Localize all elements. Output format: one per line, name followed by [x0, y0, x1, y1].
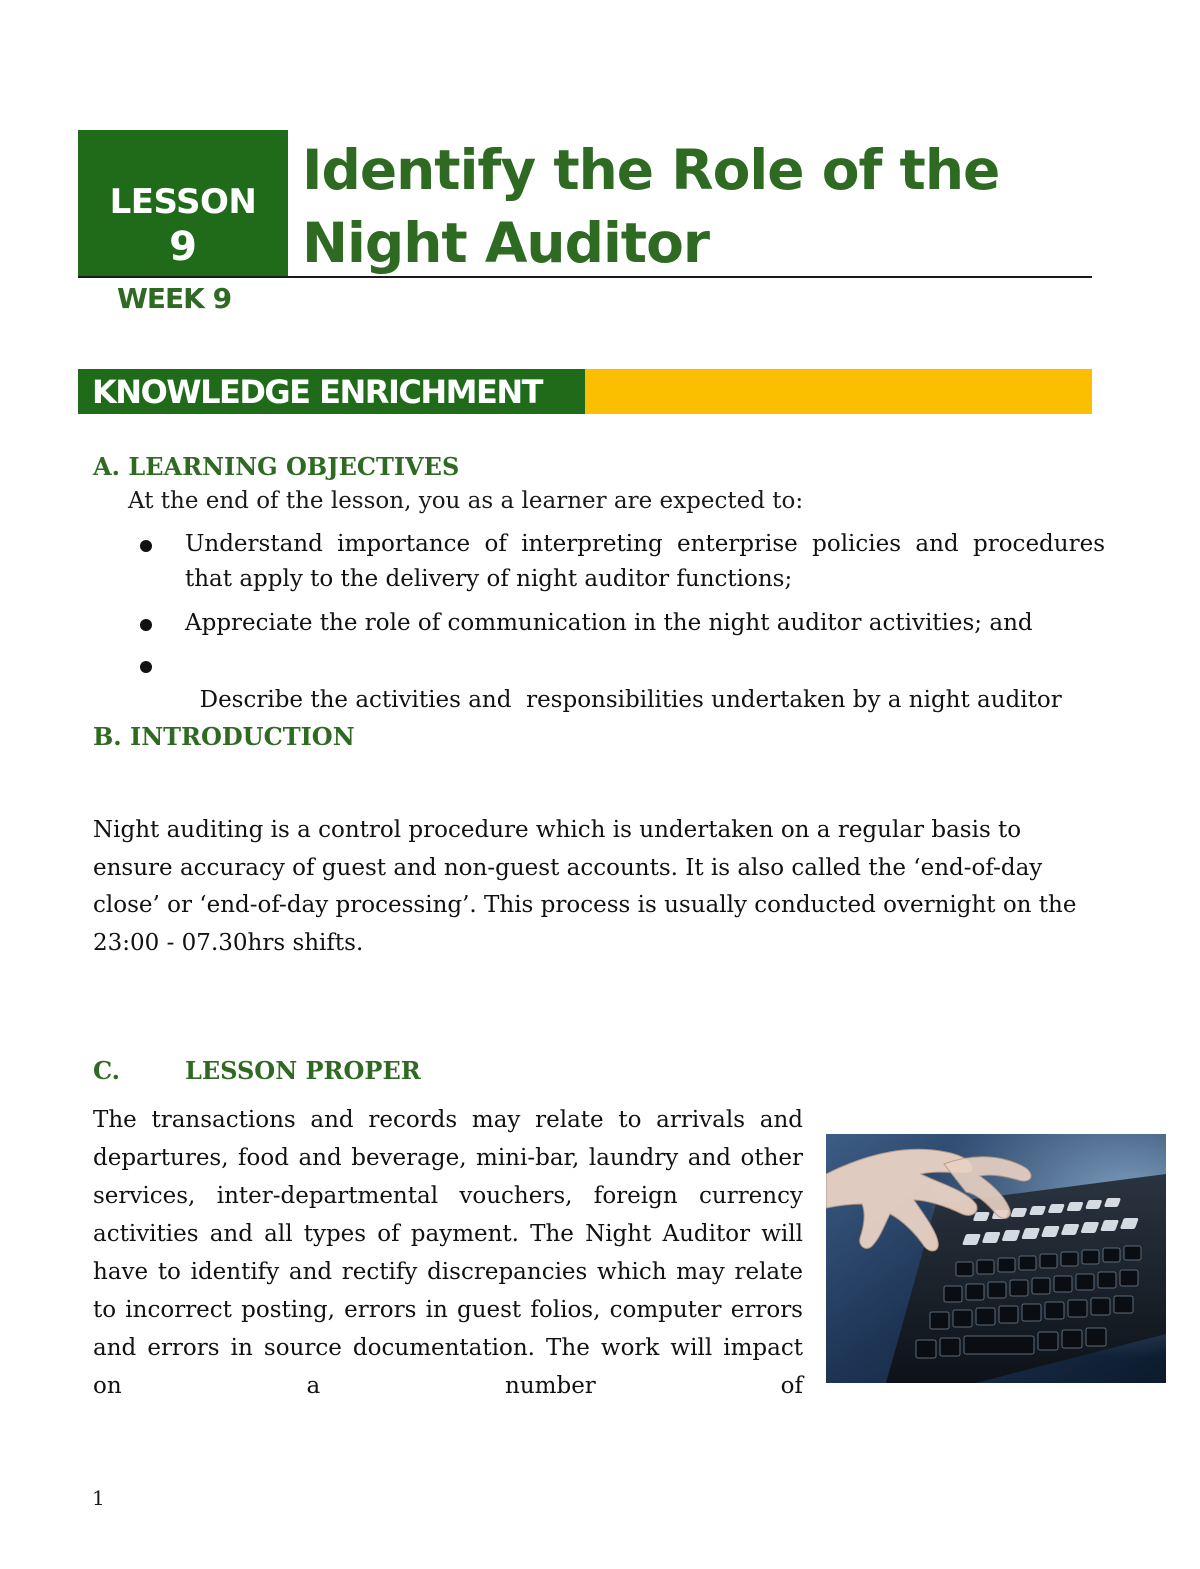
objective-item	[185, 648, 1105, 718]
objective-text: Appreciate the role of communication in the night auditor activities; and	[185, 610, 1033, 636]
objectives-intro: At the end of the lesson, you as a learner are expected to:	[128, 488, 804, 514]
page-title-line-2: Night Auditor	[302, 211, 709, 275]
bullet-icon	[140, 619, 152, 631]
lesson-proper-heading: LESSON PROPER	[185, 1056, 421, 1085]
objective-text: Describe the activities and responsibilities undertaken by a night auditor	[199, 687, 1062, 713]
bullet-icon	[140, 661, 152, 673]
objective-text: Understand importance of interpreting enterprise policies and procedures that apply to the delivery of night auditor functions;	[185, 531, 1105, 592]
objective-item	[185, 606, 1105, 641]
lesson-badge	[78, 130, 288, 277]
banner-yellow-segment	[585, 369, 1092, 414]
page-title-line-1: Identify the Role of the	[302, 138, 1000, 202]
objective-item	[185, 527, 1105, 597]
page-number: 1	[92, 1486, 105, 1510]
lesson-proper-paragraph: The transactions and records may relate to arrivals and departures, food and beverage, mini-bar, laundry and other services, inter-departmental vouchers, foreign currency activities and all types of payment. The Night Auditor will have to identify and rectify discrepancies which may relate to incorrect posting, errors in guest folios, computer errors and errors in source documentation. The work will impact on a number of	[93, 1107, 803, 1399]
title-divider	[78, 276, 1092, 278]
week-label: WEEK 9	[117, 282, 232, 315]
introduction-paragraph: Night auditing is a control procedure which is undertaken on a regular basis to ensure accuracy of guest and non-guest accounts. It is also called the ‘end-of-day close’ or ‘end-of-day processing’. This process is usually conducted overnight on the 23:00 - 07.30hrs shifts.	[93, 817, 1077, 956]
lesson-number: 9	[169, 224, 197, 270]
bullet-icon	[140, 540, 152, 552]
lesson-label: LESSON	[109, 182, 257, 222]
learning-objectives-heading: A. LEARNING OBJECTIVES	[93, 452, 460, 481]
introduction-heading: B. INTRODUCTION	[93, 722, 355, 751]
knowledge-enrichment-banner: KNOWLEDGE ENRICHMENT	[92, 373, 542, 411]
keyboard-typing-photo-icon	[826, 1134, 1166, 1383]
lesson-proper-letter: C.	[93, 1056, 121, 1085]
